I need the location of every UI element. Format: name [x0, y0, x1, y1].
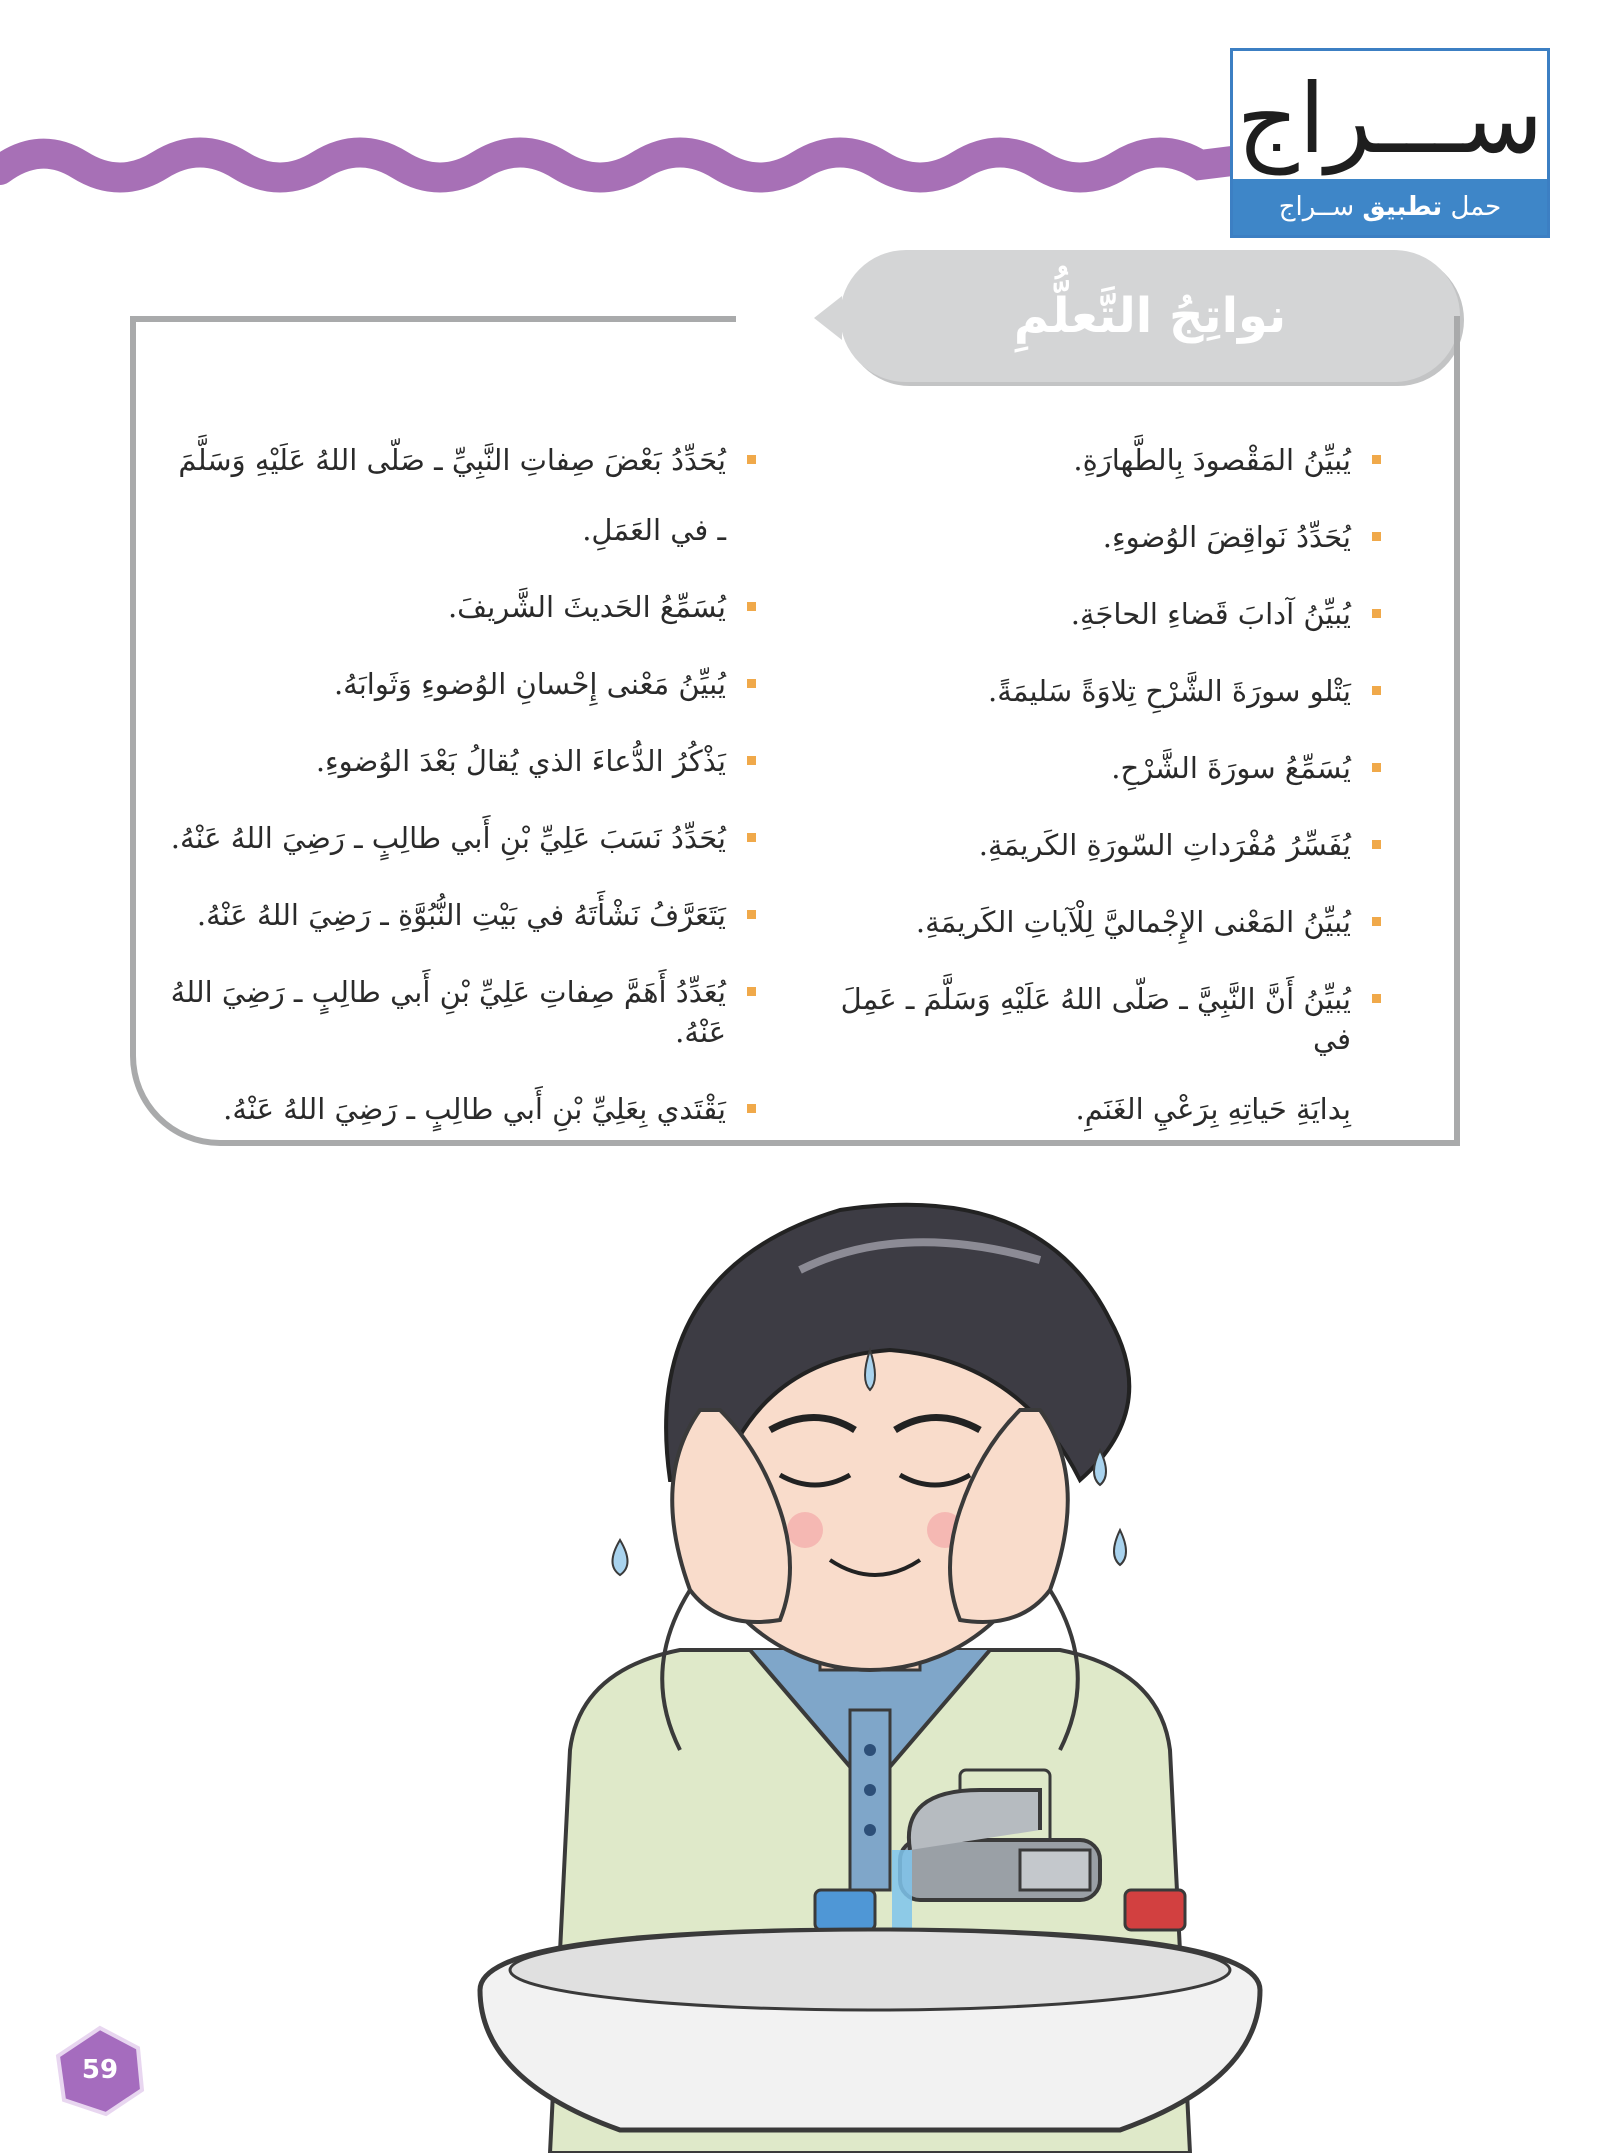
section-title: نواتِجُ التَّعلُّمِ — [1013, 288, 1287, 344]
outcome-text: يَقْتَدي بِعَلِيِّ بْنِ أَبي طالِبٍ ـ رَضِيَ اللهُ عَنْهُ. — [223, 1092, 726, 1126]
page-number: 59 — [81, 2055, 119, 2085]
bullet-icon — [747, 455, 756, 464]
list-item — [800, 902, 1385, 942]
bullet-icon — [1372, 917, 1381, 926]
list-item — [160, 895, 760, 935]
outcome-text: يَتْلو سورَةَ الشَّرْحِ تِلاوَةً سَليمَةً. — [988, 674, 1351, 708]
outcome-text: يُبيِّنُ المَقْصودَ بِالطَّهارَةِ. — [1073, 443, 1351, 477]
bullet-icon — [1372, 686, 1381, 695]
page-number-badge — [50, 2020, 150, 2120]
list-item — [160, 972, 760, 1052]
boy-washing-face-illustration — [420, 1150, 1320, 2153]
list-item — [160, 664, 760, 704]
list-item — [160, 587, 760, 627]
bullet-icon — [747, 987, 756, 996]
outcome-text: يُحَدِّدُ نَسَبَ عَلِيِّ بْنِ أَبي طالِبٍ ـ رَضِيَ اللهُ عَنْهُ. — [170, 821, 726, 855]
logo-wordmark: ســـراج — [1236, 63, 1544, 175]
outcome-text: يُفَسِّرُ مُفْرَداتِ السّورَةِ الكَريمَةِ. — [978, 828, 1351, 862]
bullet-icon — [1372, 994, 1381, 1003]
outcome-text: يُبيِّنُ آدابَ قَضاءِ الحاجَةِ. — [1070, 597, 1351, 631]
list-item — [160, 440, 760, 550]
outcome-text: يَتَعَرَّفُ نَشْأَتَهُ في بَيْتِ النُّبُوَّةِ ـ رَضِيَ اللهُ عَنْهُ. — [196, 898, 726, 932]
logo-caption-suffix: ســراج — [1278, 192, 1355, 222]
bullet-icon — [747, 679, 756, 688]
list-item — [800, 517, 1385, 557]
outcome-text-continued: بِدايَةِ حَياتِهِ بِرَعْيِ الغَنَمِ. — [1075, 1092, 1351, 1126]
list-item — [800, 825, 1385, 865]
list-item — [160, 1089, 760, 1129]
siraj-logo[interactable] — [1230, 48, 1550, 238]
outcome-text: يُسَمِّعُ الحَديثَ الشَّريفَ. — [447, 590, 726, 624]
outcome-text: يُبيِّنُ المَعْنى الإِجْماليَّ لِلْآياتِ الكَريمَةِ. — [915, 905, 1351, 939]
list-item — [160, 741, 760, 781]
list-item — [800, 594, 1385, 634]
decorative-wave — [0, 120, 1240, 200]
list-item — [800, 979, 1385, 1129]
bullet-icon — [747, 910, 756, 919]
bullet-icon — [747, 602, 756, 611]
logo-caption-bold: تطبيق — [1362, 192, 1443, 222]
list-item — [800, 440, 1385, 480]
bullet-icon — [1372, 840, 1381, 849]
bullet-icon — [1372, 609, 1381, 618]
outcome-text-continued: ـ في العَمَلِ. — [582, 513, 726, 547]
outcome-text: يُحَدِّدُ نَواقِضَ الوُضوءِ. — [1102, 520, 1351, 554]
bullet-icon — [747, 833, 756, 842]
outcome-text: يَذْكُرُ الدُّعاءَ الذي يُقالُ بَعْدَ الوُضوءِ. — [315, 744, 726, 778]
outcome-text: يُعَدِّدُ أَهَمَّ صِفاتِ عَلِيِّ بْنِ أَبي طالِبٍ ـ رَضِيَ اللهُ عَنْهُ. — [170, 975, 726, 1049]
outcome-text: يُبيِّنُ أَنَّ النَّبِيَّ ـ صَلّى اللهُ عَلَيْهِ وَسَلَّمَ ـ عَمِلَ في — [840, 982, 1351, 1056]
logo-caption — [1233, 179, 1547, 235]
outcome-text: يُسَمِّعُ سورَةَ الشَّرْحِ. — [1111, 751, 1351, 785]
list-item — [800, 748, 1385, 788]
bullet-icon — [1372, 763, 1381, 772]
bullet-icon — [747, 1104, 756, 1113]
outcome-text: يُحَدِّدُ بَعْضَ صِفاتِ النَّبِيِّ ـ صَلّى اللهُ عَلَيْهِ وَسَلَّمَ — [178, 443, 726, 477]
bullet-icon — [747, 756, 756, 765]
bullet-icon — [1372, 532, 1381, 541]
outcomes-list-left — [160, 440, 760, 1166]
outcomes-list-right — [800, 440, 1385, 1166]
list-item — [800, 671, 1385, 711]
list-item — [160, 818, 760, 858]
bullet-icon — [1372, 455, 1381, 464]
outcome-text: يُبيِّنُ مَعْنى إِحْسانِ الوُضوءِ وَثَوابَهُ. — [333, 667, 726, 701]
logo-caption-prefix: حمل — [1450, 192, 1502, 222]
